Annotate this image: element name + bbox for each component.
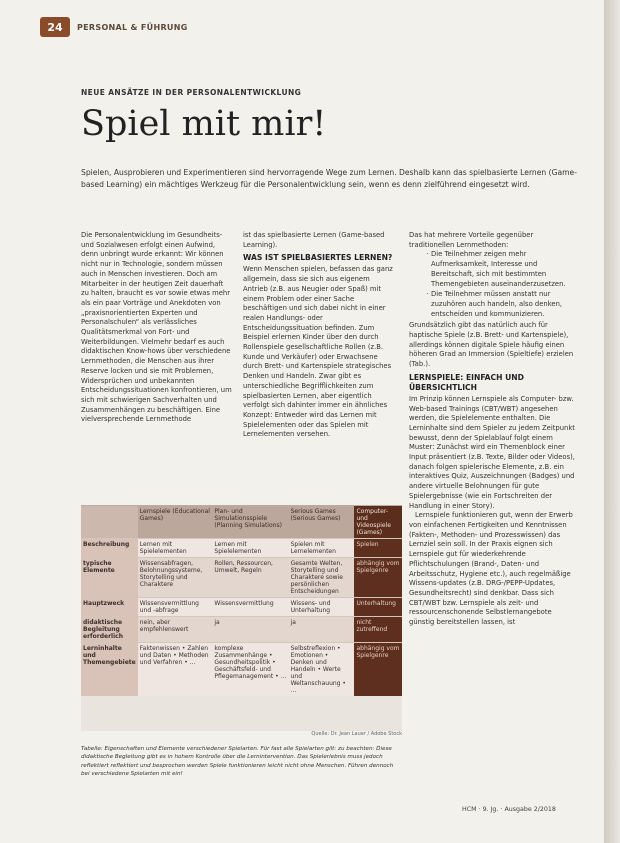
section-heading: LERNSPIELE: EINFACH UND ÜBERSICHTLICH	[409, 372, 524, 392]
table-header-cell: Lernspiele (Educational Games)	[138, 506, 213, 539]
page-header	[40, 17, 188, 37]
table-header-cell: Computer- und Videospiele (Games)	[354, 506, 402, 539]
table-header-cell: Serious Games (Serious Games)	[289, 506, 355, 539]
table-cell: Unterhaltung	[354, 598, 402, 617]
table-row	[81, 539, 402, 558]
binding-edge	[604, 0, 620, 843]
paragraph: ist das spielbasierte Lernen (Game-based Learning).	[243, 231, 385, 249]
list-item: · Die Teilnehmer müssen anstatt nur zuzuhören auch handeln, also denken, entscheiden und kommunizieren.	[431, 290, 575, 319]
comparison-table-box	[81, 505, 402, 731]
table-row	[81, 558, 402, 598]
row-label: Lerninhalte und Themengebiete	[81, 643, 138, 697]
table-cell: Wissensvermittlung	[212, 598, 288, 617]
table-cell: komplexe Zusammenhänge • Gesundheitspolitik • Geschäftsfeld- und Pflegemanagement • ...	[212, 643, 288, 697]
paragraph: Wenn Menschen spielen, befassen das ganz allgemein, dass sie sich aus eigenem Antrieb (z.B. aus Neugier oder Spaß) mit einem Problem oder einer Sache beschäftigen und sich dabei nicht in einer realen Handlungs- oder Entscheidungssituation befinden. Zum Beispiel erlernen Kinder über den durch Rollenspiele gesellschaftliche Rollen (z.B. Kunde und Verkäufer) oder Erwachsene durch Brett- und Kartenspiele strategisches Denken und Handeln. Zwar gibt es unterschiedliche Begrifflichkeiten zum spielbasierten Lernen, aber eigentlich verfolgt sich dahinter immer ein ähnliches Konzept: Entweder wird das Lernen mit Spielelementen oder das Spielen mit Lernelementen versehen.	[243, 265, 393, 439]
table-cell: Gesamte Welten, Storytelling und Charaktere sowie persönlichen Entscheidungen	[289, 558, 355, 598]
paragraph: Grundsätzlich gibt das natürlich auch für haptische Spiele (z.B. Brett- und Kartenspiele), allerdings können digitale Spiele häufig einen höheren Grad an Immersion (Spieltiefe) erzielen (Tab.).	[409, 321, 574, 369]
table-header-cell: Plan- und Simulationsspiele (Planning Simulations)	[212, 506, 288, 539]
paragraph: Das hat mehrere Vorteile gegenüber traditionellen Lernmethoden:	[409, 231, 534, 249]
table-caption: Tabelle: Eigenschaften und Elemente verschiedener Spielarten. Für fast alle Spielarten gilt: zu beachten: Diese didaktische Begleitung gibt es in hohem Kontrolle über die Lernintervention. Das Spielerlebnis muss jedoch reflektiert reflektiert und besprochen werden Spiele funktionieren leicht nicht ohne Menschen. Führen dennoch bei verschiedene Spielarten mit ein!	[81, 746, 394, 778]
table-row	[81, 617, 402, 643]
table-cell: abhängig vom Spielgenre	[354, 558, 402, 598]
table-row	[81, 598, 402, 617]
text-column-2	[243, 231, 395, 440]
section-heading: WAS IST SPIELBASIERTES LERNEN?	[243, 253, 393, 263]
text-column-1	[81, 231, 233, 425]
table-cell: ja	[212, 617, 288, 643]
list-item: · Die Teilnehmer zeigen mehr Aufmerksamkeit, Interesse und Bereitschaft, sich mit bestimmten Themengebieten auseinanderzusetzen.	[431, 250, 575, 289]
table-cell: Spielen mit Lernelementen	[289, 539, 355, 558]
article-kicker: NEUE ANSÄTZE IN DER PERSONALENTWICKLUNG	[81, 88, 302, 97]
page-footer: HCM · 9. Jg. · Ausgabe 2/2018	[462, 806, 556, 813]
table-cell: Lernen mit Spielelementen	[138, 539, 213, 558]
table-cell: Faktenwissen • Zahlen und Daten • Methoden und Verfahren • ...	[138, 643, 213, 697]
table-cell: Wissensvermittlung und -abfrage	[138, 598, 213, 617]
table-cell: ja	[289, 617, 355, 643]
table-cell: Lernen mit Spielelementen	[212, 539, 288, 558]
table-cell: Selbstreflexion • Emotionen • Denken und Handeln • Werte und Weltanschauung • ...	[289, 643, 355, 697]
bullet-list	[409, 250, 575, 319]
text-column-3	[409, 231, 575, 628]
article-title: Spiel mit mir!	[81, 104, 327, 144]
table-cell: Wissensabfragen, Belohnungssysteme, Storytelling und Charaktere	[138, 558, 213, 598]
table-header-row	[81, 506, 402, 539]
section-label: PERSONAL & FÜHRUNG	[77, 22, 188, 32]
paragraph: Im Prinzip können Lernspiele als Computer- bzw. Web-based Trainings (CBT/WBT) angesehen werden, die Spielelemente enthalten. Die Lerninhalte sind dem Spieler zu jedem Zeitpunkt bewusst, denn der Spielablauf folgt einem Muster: Zunächst wird ein Themenblock einer Input präsentiert (z.B. Texte, Bilder oder Videos), danach folgen spielerische Elemente, z.B. ein interaktives Quiz, Auszeichnungen (Badges) und andere virtuelle Belohnungen für gute Spielergebnisse (wie ein Fortschreiten der Handlung in einer Story).	[409, 394, 575, 510]
paragraph: Lernspiele funktionieren gut, wenn der Erwerb von einfachenen Fertigkeiten und Kenntnissen (Fakten-, Methoden- und Prozesswissen) das Lernziel sein soll. In der Praxis eignen sich Lernspiele gut für wiederkehrende Pflichtschulungen (Brand-, Daten- und Arbeitsschutz, Hygiene etc.), auch regelmäßige Wissens-updates (z.B. DRG-/PEPP-Updates, Gesundheitsrecht) sind denkbar. Dass sich CBT/WBT bzw. Lernspiele als zeit- und ressourcenschonende Selbstlernangebote günstig bereitstellen lassen, ist	[409, 511, 573, 627]
table-corner-cell	[81, 506, 138, 539]
table-row	[81, 643, 402, 697]
row-label: didaktische Begleitung erforderlich	[81, 617, 138, 643]
article-lead: Spielen, Ausprobieren und Experimentieren sind hervorragende Wege zum Lernen. Deshalb kann das spielbasierte Lernen (Game-based Learning) ein mächtiges Werkzeug für die Personalentwicklung sein, wenn es denn zielführend eingesetzt wird.	[81, 168, 577, 189]
table-cell: Wissens- und Unterhaltung	[289, 598, 355, 617]
table-cell: nicht zutreffend	[354, 617, 402, 643]
row-label: Hauptzweck	[81, 598, 138, 617]
row-label: typische Elemente	[81, 558, 138, 598]
row-label: Beschreibung	[81, 539, 138, 558]
comparison-table	[81, 506, 402, 696]
table-cell: Spielen	[354, 539, 402, 558]
table-cell: Rollen, Ressourcen, Umwelt, Regeln	[212, 558, 288, 598]
page-number-badge: 24	[40, 17, 70, 37]
table-cell: abhängig vom Spielgenre	[354, 643, 402, 697]
table-cell: nein, aber empfehlenswert	[138, 617, 213, 643]
paragraph: Die Personalentwicklung im Gesundheits- und Sozialwesen erfolgt einen Aufwind, denn unbringt wurde erkannt: Wir können nicht nur in Technologie, sondern müssen auch in Menschen investieren. Doch am Mitarbeiter in der heutigen Zeit dauerhaft zu halten, braucht es vor sowie etwas mehr als ein paar Vorträge und Anekdoten von „praxisnorientierten Experten und Personalschulen“ als verlässliches Qualitätsmerkmal von Fort- und Weiterbildungen. Vielmehr bedarf es auch didaktischen Know-hows über verschiedene Lernmethoden, die Menschen aus ihrer Reserve locken und sie mit Problemen, Widersprüchen und unbekannten Entscheidungssituationen konfrontieren, um sich mit schwierigen Sachverhalten und Zusammenhängen zu beschäftigen. Eine vielversprechende Lernmethode	[81, 231, 232, 424]
table-source: Quelle: Dr. Jean Lauer / Adobe Stock	[311, 731, 402, 737]
